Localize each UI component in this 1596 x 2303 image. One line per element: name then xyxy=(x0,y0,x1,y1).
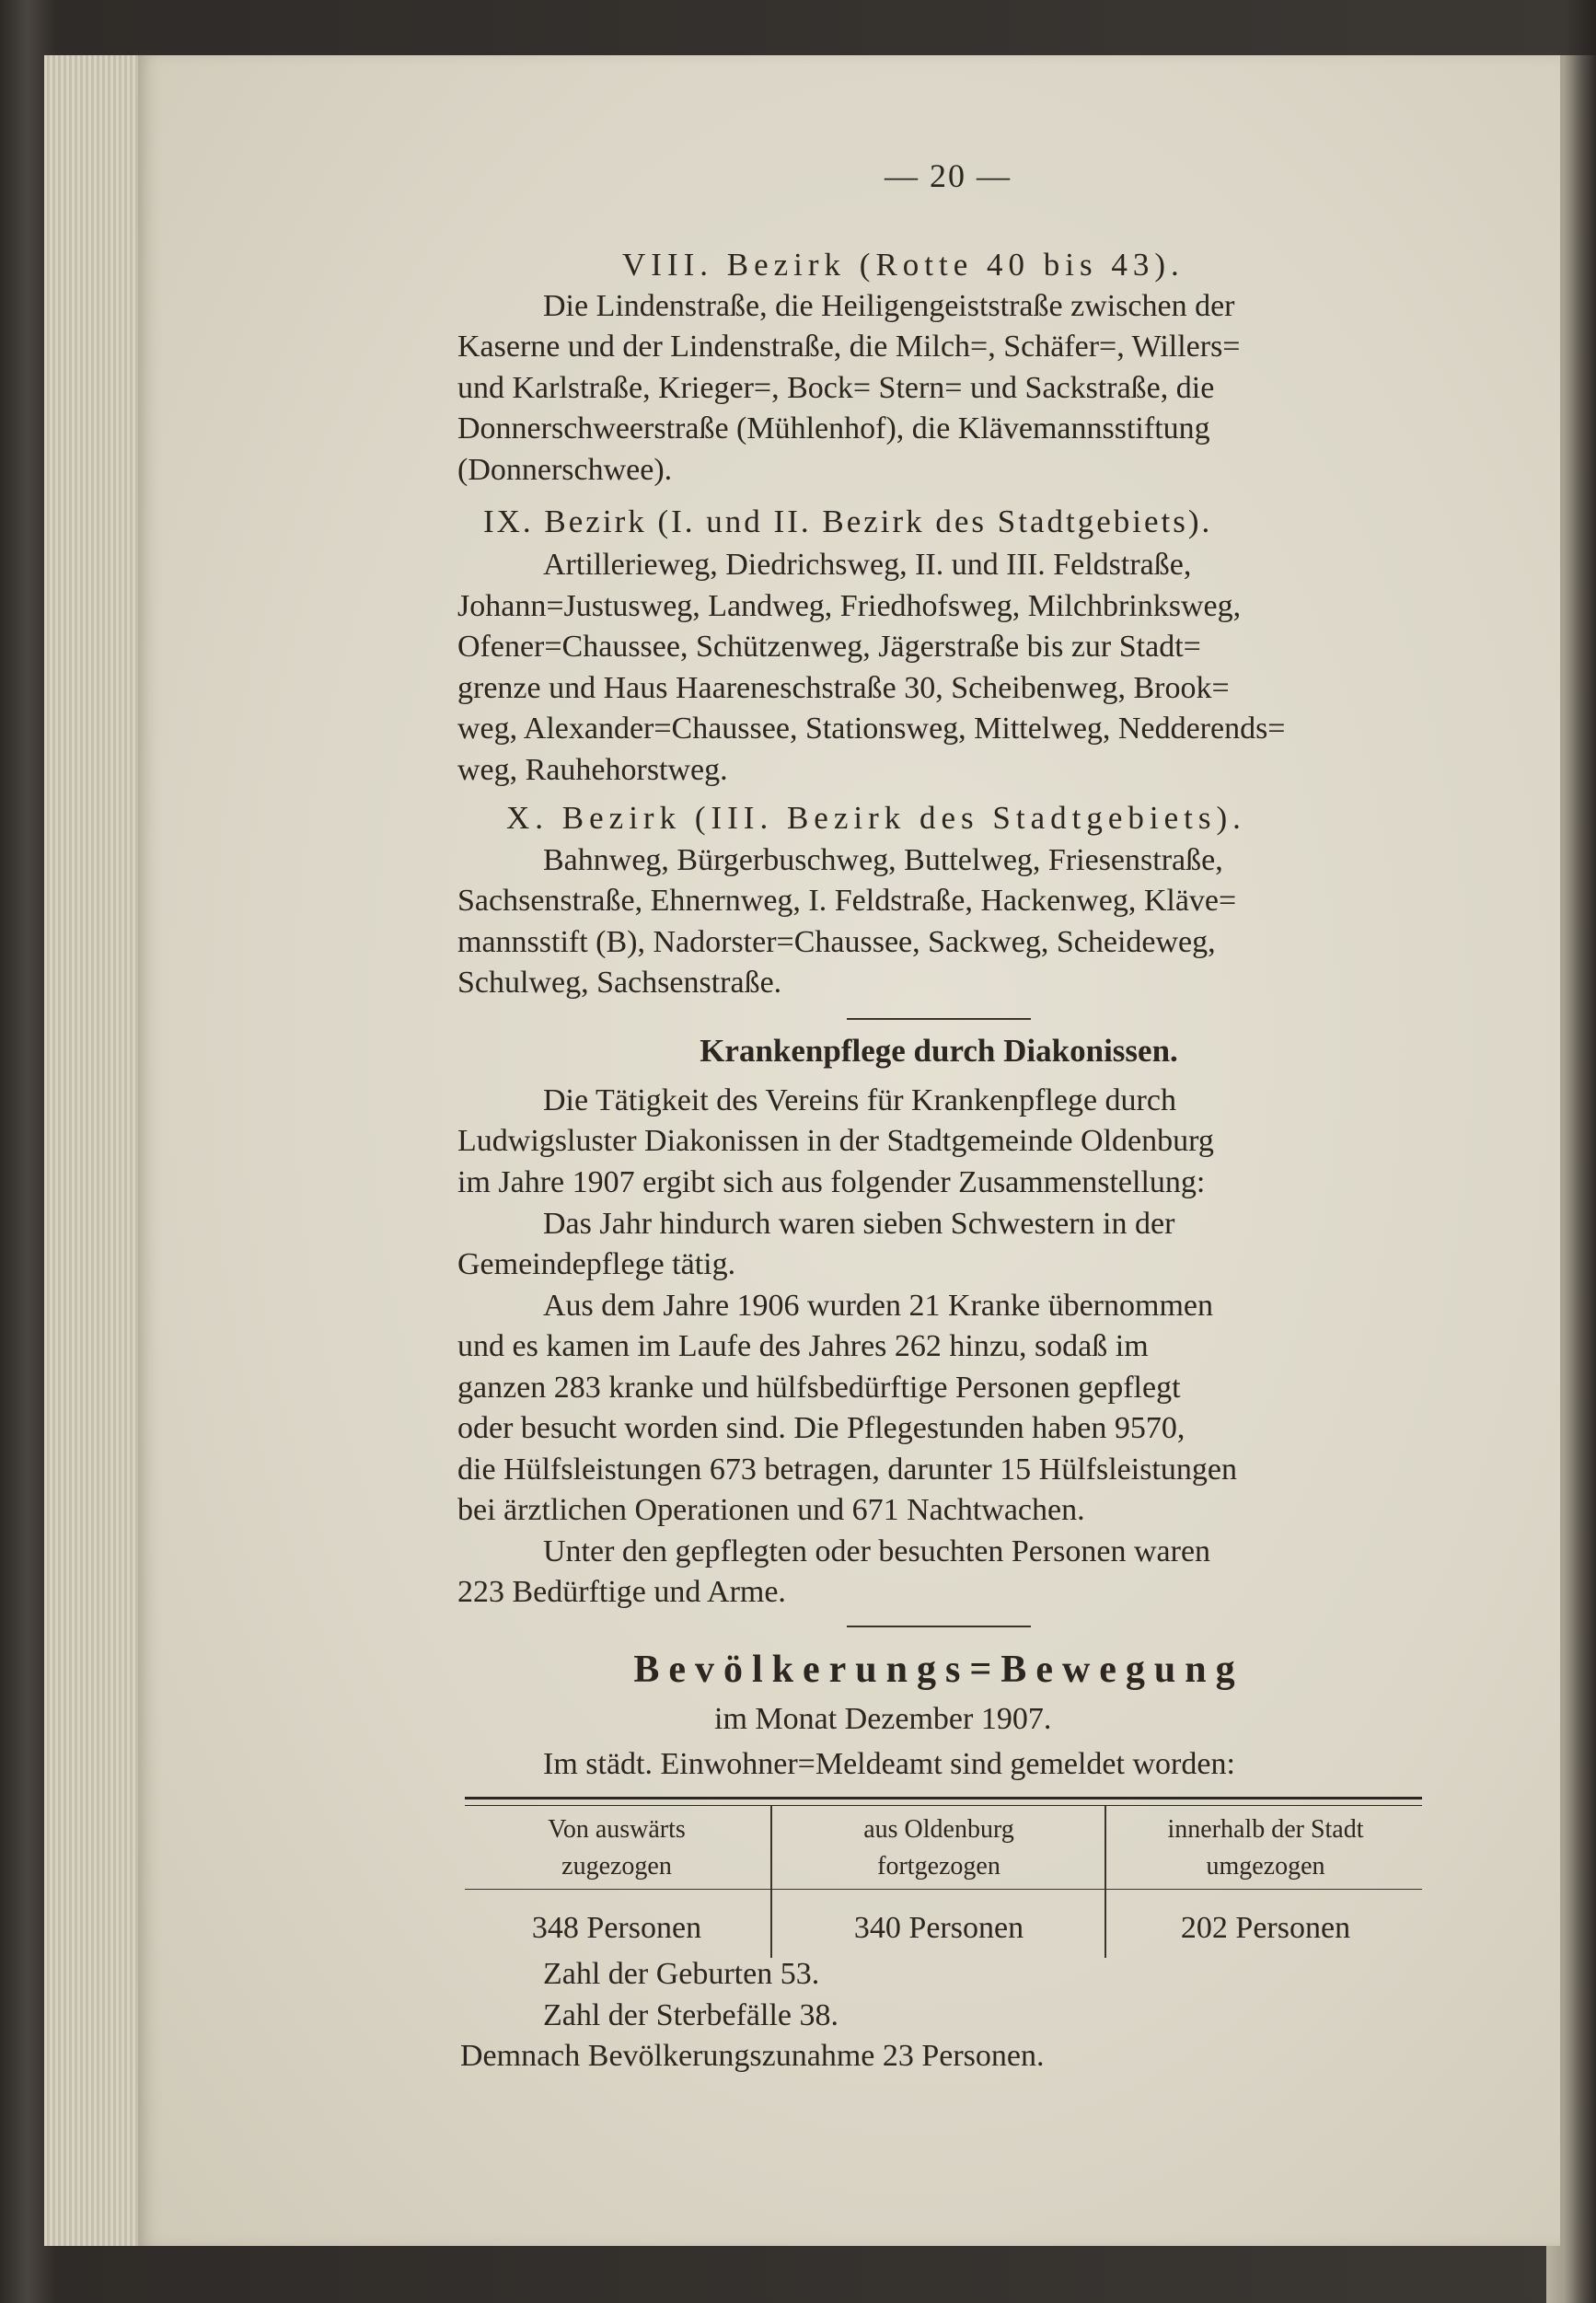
table-header-2 xyxy=(773,1811,1104,1885)
footer-line: Zahl der Geburten 53. xyxy=(543,1957,820,1991)
section-9-heading: IX. Bezirk (I. und II. Bezirk des Stadtgebiets). xyxy=(483,503,1213,539)
text-line: Das Jahr hindurch waren sieben Schwestern in der xyxy=(543,1207,1175,1241)
table-value-1: 348 Personen xyxy=(531,1911,702,1945)
header-line: aus Oldenburg xyxy=(863,1815,1014,1844)
table-header-3 xyxy=(1109,1811,1422,1885)
table-value-2: 340 Personen xyxy=(853,1911,1024,1945)
header-line: zugezogen xyxy=(561,1852,672,1881)
text-line: Ofener=Chaussee, Schützenweg, Jägerstraße bis zur Stadt= xyxy=(457,630,1201,664)
divider xyxy=(847,1626,1031,1627)
text-line: die Hülfsleistungen 673 betragen, darunter 15 Hülfsleistungen xyxy=(457,1452,1237,1487)
text-line: 223 Bedürftige und Arme. xyxy=(457,1575,786,1609)
header-line: umgezogen xyxy=(1206,1852,1325,1881)
page-number: — 20 — xyxy=(885,157,1012,194)
text-line: Donnerschweerstraße (Mühlenhof), die Klävemannsstiftung xyxy=(457,411,1210,446)
footer-line: Demnach Bevölkerungszunahme 23 Personen. xyxy=(460,2039,1045,2073)
section-10-heading: X. Bezirk (III. Bezirk des Stadtgebiets). xyxy=(506,800,1246,836)
text-line: Ludwigsluster Diakonissen in der Stadtgemeinde Oldenburg xyxy=(457,1124,1214,1158)
text-line: Die Lindenstraße, die Heiligengeiststraße zwischen der xyxy=(543,289,1235,323)
table-value-3: 202 Personen xyxy=(1180,1911,1351,1945)
text-line: mannsstift (B), Nadorster=Chaussee, Sackweg, Scheideweg, xyxy=(457,925,1216,959)
text-line: Sachsenstraße, Ehnernweg, I. Feldstraße, Hackenweg, Kläve= xyxy=(457,884,1237,918)
text-line: weg, Rauhehorstweg. xyxy=(457,753,728,787)
text-line: Die Tätigkeit des Vereins für Krankenpflege durch xyxy=(543,1083,1176,1117)
table-header-1 xyxy=(465,1811,769,1885)
text-line: Johann=Justusweg, Landweg, Friedhofsweg, Milchbrinksweg, xyxy=(457,589,1242,623)
text-line: im Jahre 1907 ergibt sich aus folgender Zusammenstellung: xyxy=(457,1165,1206,1199)
header-line: innerhalb der Stadt xyxy=(1167,1815,1364,1844)
bevoelkerung-intro: Im städt. Einwohner=Meldeamt sind gemeldet worden: xyxy=(543,1747,1235,1781)
text-line: bei ärztlichen Operationen und 671 Nachtwachen. xyxy=(457,1493,1085,1527)
text-line: Gemeindepflege tätig. xyxy=(457,1247,736,1281)
text-line: Bahnweg, Bürgerbuschweg, Buttelweg, Friesenstraße, xyxy=(543,843,1223,877)
table-header-rule xyxy=(465,1889,1422,1890)
table-top-rule xyxy=(465,1797,1422,1806)
section-8-heading: VIII. Bezirk (Rotte 40 bis 43). xyxy=(622,247,1185,283)
text-line: Artillerieweg, Diedrichsweg, II. und III. Feldstraße, xyxy=(543,548,1192,582)
header-line: fortgezogen xyxy=(877,1852,1000,1881)
bevoelkerung-subtitle: im Monat Dezember 1907. xyxy=(714,1702,1052,1736)
text-line: Unter den gepflegten oder besuchten Personen waren xyxy=(543,1534,1211,1568)
header-line: Von auswärts xyxy=(548,1815,686,1844)
text-line: Kaserne und der Lindenstraße, die Milch=, Schäfer=, Willers= xyxy=(457,330,1241,364)
text-line: grenze und Haus Haareneschstraße 30, Scheibenweg, Brook= xyxy=(457,671,1230,705)
footer-line: Zahl der Sterbefälle 38. xyxy=(543,1998,838,2032)
krankenpflege-title: Krankenpflege durch Diakonissen. xyxy=(700,1033,1178,1069)
text-line: weg, Alexander=Chaussee, Stationsweg, Mittelweg, Nedderends= xyxy=(457,712,1286,746)
divider xyxy=(847,1018,1031,1020)
table-column-rule xyxy=(1104,1806,1106,1958)
text-line: und es kamen im Laufe des Jahres 262 hinzu, sodaß im xyxy=(457,1329,1149,1363)
text-line: ganzen 283 kranke und hülfsbedürftige Personen gepflegt xyxy=(457,1371,1181,1405)
text-line: und Karlstraße, Krieger=, Bock= Stern= und Sackstraße, die xyxy=(457,371,1215,405)
text-line: Schulweg, Sachsenstraße. xyxy=(457,966,782,1000)
bevoelkerung-title: Bevölkerungs=Bewegung xyxy=(633,1649,1244,1691)
text-line: Aus dem Jahre 1906 wurden 21 Kranke übernommen xyxy=(543,1289,1213,1323)
text-line: (Donnerschwee). xyxy=(457,453,673,487)
text-line: oder besucht worden sind. Die Pflegestunden haben 9570, xyxy=(457,1411,1185,1445)
table-column-rule xyxy=(770,1806,772,1958)
